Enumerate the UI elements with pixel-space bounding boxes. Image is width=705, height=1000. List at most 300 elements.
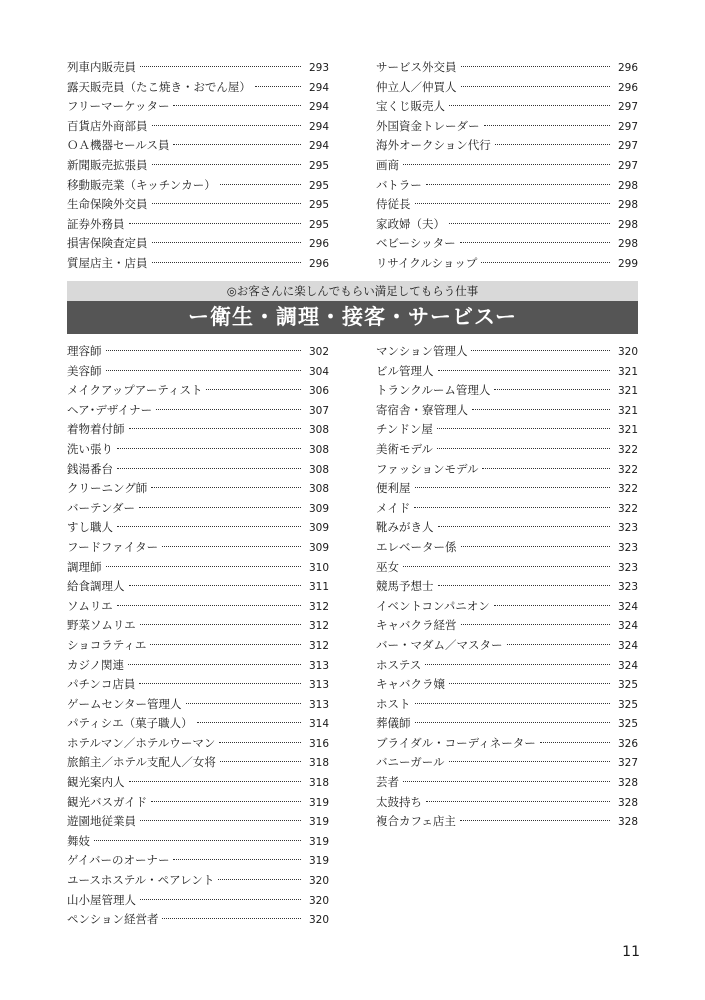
toc-entry xyxy=(376,734,638,754)
dot-leader xyxy=(139,507,301,508)
toc-entry-page: 324 xyxy=(617,620,638,633)
toc-entry xyxy=(376,215,638,235)
dot-leader xyxy=(403,781,610,782)
toc-entry xyxy=(376,656,638,676)
toc-entry xyxy=(376,58,638,78)
toc-entry-page: 312 xyxy=(308,600,329,613)
toc-entry-title: パチンコ店員 xyxy=(67,677,136,692)
toc-entry-title: バーテンダー xyxy=(67,500,135,515)
dot-leader xyxy=(128,664,301,665)
toc-entry-page: 294 xyxy=(308,101,329,114)
toc-entry-page: 296 xyxy=(617,81,638,94)
toc-entry xyxy=(67,695,329,715)
toc-entry-page: 310 xyxy=(308,561,329,574)
toc-entry-page: 325 xyxy=(617,679,638,692)
dot-leader xyxy=(129,428,302,429)
toc-entry-page: 325 xyxy=(617,698,638,711)
toc-entry-title: エレベーター係 xyxy=(376,539,457,554)
toc-entry-title: ＯＡ機器セールス員 xyxy=(67,138,170,153)
dot-leader xyxy=(106,370,302,371)
toc-entry-page: 320 xyxy=(308,894,329,907)
dot-leader xyxy=(460,242,610,243)
toc-entry-title: 洗い張り xyxy=(67,441,113,456)
toc-entry xyxy=(67,342,329,362)
toc-entry-page: 321 xyxy=(617,424,638,437)
toc-entry-title: パティシエ（菓子職人） xyxy=(67,716,193,731)
toc-entry xyxy=(67,420,329,440)
toc-entry xyxy=(67,460,329,480)
dot-leader xyxy=(206,389,301,390)
toc-entry-title: 靴みがき人 xyxy=(376,520,434,535)
toc-entry-page: 322 xyxy=(617,483,638,496)
toc-entry-title: メイクアップアーティスト xyxy=(67,383,203,398)
toc-entry xyxy=(376,636,638,656)
toc-entry-title: 複合カフェ店主 xyxy=(376,814,456,829)
dot-leader xyxy=(461,86,611,87)
dot-leader xyxy=(117,526,301,527)
toc-entry-title: 生命保険外交員 xyxy=(67,197,148,212)
toc-entry-page: 295 xyxy=(308,159,329,172)
toc-entry xyxy=(376,499,638,519)
toc-entry-page: 320 xyxy=(308,875,329,888)
toc-entry-title: トランクルーム管理人 xyxy=(376,383,491,398)
toc-column-top-left xyxy=(67,58,329,274)
toc-entry xyxy=(67,499,329,519)
toc-entry-title: 損害保険査定員 xyxy=(67,236,148,251)
dot-leader xyxy=(106,566,302,567)
toc-entry-page: 313 xyxy=(308,659,329,672)
dot-leader xyxy=(173,144,301,145)
toc-entry-title: ソムリエ xyxy=(67,598,113,613)
toc-entry-page: 318 xyxy=(308,777,329,790)
toc-entry xyxy=(376,616,638,636)
toc-entry-page: 297 xyxy=(617,140,638,153)
toc-entry-page: 296 xyxy=(617,62,638,74)
section-subtitle: ◎お客さんに楽しんでもらい満足してもらう仕事 xyxy=(67,281,638,301)
dot-leader xyxy=(186,703,301,704)
toc-entry-page: 313 xyxy=(308,698,329,711)
toc-entry-title: 証券外務員 xyxy=(67,216,125,231)
dot-leader xyxy=(426,184,610,185)
toc-column-bottom-left xyxy=(67,342,329,930)
toc-entry-title: 芸者 xyxy=(376,775,399,790)
toc-entry xyxy=(67,558,329,578)
toc-entry xyxy=(67,215,329,235)
toc-entry-page: 323 xyxy=(617,581,638,594)
toc-entry-page: 319 xyxy=(308,855,329,868)
toc-entry xyxy=(376,597,638,617)
toc-entry-page: 307 xyxy=(308,404,329,417)
dot-leader xyxy=(152,125,302,126)
toc-entry xyxy=(67,714,329,734)
dot-leader xyxy=(494,389,610,390)
toc-entry xyxy=(376,195,638,215)
toc-entry-title: 画商 xyxy=(376,157,399,172)
dot-leader xyxy=(471,350,610,351)
toc-entry-title: 調理師 xyxy=(67,559,102,574)
dot-leader xyxy=(220,761,301,762)
toc-entry xyxy=(67,440,329,460)
toc-entry-title: クリーニング師 xyxy=(67,481,148,496)
toc-entry-page: 323 xyxy=(617,541,638,554)
toc-entry xyxy=(67,675,329,695)
toc-entry-page: 321 xyxy=(617,365,638,378)
toc-column-bottom-right xyxy=(376,342,638,832)
toc-entry-title: カジノ関連 xyxy=(67,657,125,672)
toc-entry-title: 山小屋管理人 xyxy=(67,892,136,907)
dot-leader xyxy=(414,507,610,508)
toc-entry-page: 328 xyxy=(617,777,638,790)
toc-entry xyxy=(376,460,638,480)
toc-entry-title: 給食調理人 xyxy=(67,579,125,594)
toc-entry-page: 302 xyxy=(308,346,329,358)
toc-entry-page: 308 xyxy=(308,424,329,437)
toc-entry xyxy=(376,401,638,421)
toc-entry-title: 百貨店外商部員 xyxy=(67,118,148,133)
toc-entry-title: 外国資金トレーダー xyxy=(376,118,480,133)
toc-entry-page: 323 xyxy=(617,522,638,535)
toc-entry-page: 321 xyxy=(617,404,638,417)
toc-entry xyxy=(67,636,329,656)
dot-leader xyxy=(162,918,301,919)
dot-leader xyxy=(94,840,301,841)
toc-entry-title: 侍従長 xyxy=(376,197,411,212)
dot-leader xyxy=(426,801,610,802)
toc-entry-title: 競馬予想士 xyxy=(376,579,434,594)
toc-entry-page: 326 xyxy=(617,737,638,750)
page-number: 11 xyxy=(622,944,640,960)
toc-entry-page: 314 xyxy=(308,718,329,731)
toc-entry-title: ブライダル・コーディネーター xyxy=(376,735,536,750)
toc-entry xyxy=(67,195,329,215)
toc-entry-title: 遊園地従業員 xyxy=(67,814,136,829)
toc-entry-page: 327 xyxy=(617,757,638,770)
toc-entry xyxy=(376,440,638,460)
toc-entry-page: 328 xyxy=(617,816,638,829)
toc-entry-page: 309 xyxy=(308,502,329,515)
toc-entry-title: バー・マダム／マスター xyxy=(376,637,503,652)
toc-entry-page: 296 xyxy=(308,257,329,270)
toc-entry-page: 304 xyxy=(308,365,329,378)
toc-entry xyxy=(67,753,329,773)
dot-leader xyxy=(173,105,301,106)
toc-entry xyxy=(376,381,638,401)
dot-leader xyxy=(151,801,301,802)
toc-entry-title: ファッションモデル xyxy=(376,461,479,476)
toc-entry-title: 観光案内人 xyxy=(67,775,125,790)
toc-entry xyxy=(376,695,638,715)
toc-entry-title: バニーガール xyxy=(376,755,445,770)
dot-leader xyxy=(140,899,301,900)
toc-entry xyxy=(376,342,638,362)
toc-entry-title: ビル管理人 xyxy=(376,363,434,378)
toc-entry xyxy=(376,753,638,773)
dot-leader xyxy=(540,742,610,743)
toc-entry xyxy=(376,117,638,137)
toc-entry xyxy=(376,577,638,597)
toc-entry xyxy=(376,675,638,695)
toc-entry-page: 316 xyxy=(308,737,329,750)
toc-entry-title: チンドン屋 xyxy=(376,422,433,437)
dot-leader xyxy=(156,409,301,410)
toc-entry-title: 観光バスガイド xyxy=(67,794,148,809)
toc-entry-page: 319 xyxy=(308,796,329,809)
toc-entry-title: ゲームセンター管理人 xyxy=(67,696,182,711)
toc-entry xyxy=(67,156,329,176)
dot-leader xyxy=(140,624,301,625)
toc-entry xyxy=(376,558,638,578)
toc-entry-title: ベビーシッター xyxy=(376,236,456,251)
toc-entry xyxy=(67,812,329,832)
toc-entry-title: 巫女 xyxy=(376,559,399,574)
dot-leader xyxy=(152,242,302,243)
toc-entry xyxy=(376,518,638,538)
dot-leader xyxy=(438,526,611,527)
toc-entry-page: 296 xyxy=(308,238,329,251)
dot-leader xyxy=(415,203,611,204)
toc-entry-page: 309 xyxy=(308,541,329,554)
toc-entry xyxy=(376,538,638,558)
dot-leader xyxy=(494,605,610,606)
toc-entry-page: 313 xyxy=(308,679,329,692)
dot-leader xyxy=(117,468,301,469)
toc-entry-page: 324 xyxy=(617,659,638,672)
toc-entry xyxy=(67,117,329,137)
dot-leader xyxy=(140,820,301,821)
toc-entry-title: リサイクルショップ xyxy=(376,255,478,270)
toc-entry-title: サービス外交員 xyxy=(376,60,457,74)
toc-entry-page: 297 xyxy=(617,120,638,133)
toc-entry-title: 宝くじ販売人 xyxy=(376,99,445,114)
toc-entry-title: ホスト xyxy=(376,696,411,711)
dot-leader xyxy=(460,820,610,821)
dot-leader xyxy=(449,105,610,106)
dot-leader xyxy=(139,683,301,684)
toc-entry xyxy=(67,910,329,930)
toc-entry xyxy=(376,156,638,176)
toc-entry xyxy=(376,793,638,813)
toc-entry-title: ショコラティエ xyxy=(67,637,147,652)
toc-entry-title: ゲイバーのオーナー xyxy=(67,853,170,868)
toc-entry-page: 295 xyxy=(308,218,329,231)
toc-entry xyxy=(67,97,329,117)
toc-entry xyxy=(67,381,329,401)
toc-entry-page: 320 xyxy=(308,914,329,927)
toc-entry xyxy=(67,891,329,911)
dot-leader xyxy=(481,262,610,263)
toc-entry xyxy=(67,773,329,793)
toc-entry-title: 着物着付師 xyxy=(67,422,125,437)
toc-entry-page: 294 xyxy=(308,140,329,153)
toc-entry-title: キャバクラ経営 xyxy=(376,618,457,633)
dot-leader xyxy=(152,203,302,204)
toc-entry-page: 319 xyxy=(308,816,329,829)
toc-entry-page: 318 xyxy=(308,757,329,770)
dot-leader xyxy=(472,409,610,410)
toc-entry-title: ホステス xyxy=(376,657,422,672)
toc-entry-page: 306 xyxy=(308,385,329,398)
toc-entry-page: 298 xyxy=(617,199,638,212)
toc-entry xyxy=(67,597,329,617)
dot-leader xyxy=(437,448,610,449)
toc-entry-title: 家政婦（夫） xyxy=(376,216,445,231)
toc-entry-page: 312 xyxy=(308,639,329,652)
toc-entry-page: 308 xyxy=(308,483,329,496)
toc-entry-page: 322 xyxy=(617,443,638,456)
toc-entry-page: 299 xyxy=(617,257,638,270)
toc-entry-page: 312 xyxy=(308,620,329,633)
toc-entry xyxy=(67,832,329,852)
toc-entry xyxy=(67,234,329,254)
toc-entry xyxy=(376,136,638,156)
toc-entry-page: 322 xyxy=(617,463,638,476)
dot-leader xyxy=(117,605,301,606)
dot-leader xyxy=(425,664,610,665)
toc-column-top-right xyxy=(376,58,638,274)
toc-entry xyxy=(376,254,638,274)
toc-entry-title: ペンション経営者 xyxy=(67,912,159,927)
toc-entry-page: 295 xyxy=(308,179,329,192)
toc-entry-title: 質屋店主・店員 xyxy=(67,255,148,270)
toc-entry-title: ヘア･デザイナー xyxy=(67,402,153,417)
toc-entry xyxy=(67,401,329,421)
dot-leader xyxy=(173,859,301,860)
dot-leader xyxy=(495,144,610,145)
toc-entry-title: 仲立人／仲買人 xyxy=(376,79,457,94)
toc-entry-title: 野菜ソムリエ xyxy=(67,618,136,633)
toc-entry-page: 297 xyxy=(617,101,638,114)
dot-leader xyxy=(129,223,302,224)
dot-leader xyxy=(140,66,301,67)
toc-entry-page: 322 xyxy=(617,502,638,515)
toc-entry-page: 298 xyxy=(617,218,638,231)
toc-entry-title: メイド xyxy=(376,500,411,515)
dot-leader xyxy=(197,722,301,723)
dot-leader xyxy=(218,879,301,880)
dot-leader xyxy=(152,262,302,263)
dot-leader xyxy=(484,125,611,126)
toc-entry-title: 列車内販売員 xyxy=(67,60,136,74)
toc-entry-title: マンション管理人 xyxy=(376,344,468,358)
dot-leader xyxy=(219,742,301,743)
dot-leader xyxy=(415,703,611,704)
toc-entry xyxy=(376,479,638,499)
toc-entry xyxy=(376,812,638,832)
toc-entry xyxy=(376,362,638,382)
dot-leader xyxy=(151,487,301,488)
toc-entry-title: 旅館主／ホテル支配人／女将 xyxy=(67,755,216,770)
toc-entry xyxy=(67,136,329,156)
dot-leader xyxy=(449,761,610,762)
dot-leader xyxy=(482,468,610,469)
toc-entry xyxy=(67,518,329,538)
toc-entry-page: 321 xyxy=(617,385,638,398)
toc-entry-page: 324 xyxy=(617,600,638,613)
toc-entry xyxy=(67,362,329,382)
toc-entry-title: キャバクラ嬢 xyxy=(376,677,445,692)
toc-entry-title: 便利屋 xyxy=(376,481,411,496)
dot-leader xyxy=(129,781,302,782)
toc-entry-page: 295 xyxy=(308,199,329,212)
toc-entry xyxy=(376,773,638,793)
dot-leader xyxy=(106,350,302,351)
dot-leader xyxy=(438,370,611,371)
dot-leader xyxy=(220,184,301,185)
dot-leader xyxy=(117,448,301,449)
toc-entry xyxy=(376,714,638,734)
toc-entry xyxy=(67,479,329,499)
toc-entry-title: ホテルマン／ホテルウーマン xyxy=(67,735,216,750)
dot-leader xyxy=(129,585,302,586)
toc-entry xyxy=(376,420,638,440)
toc-entry-title: すし職人 xyxy=(67,520,113,535)
dot-leader xyxy=(438,585,611,586)
toc-entry-page: 293 xyxy=(308,62,329,74)
toc-entry-title: 美術モデル xyxy=(376,441,433,456)
toc-entry-page: 298 xyxy=(617,179,638,192)
toc-entry-title: 舞妓 xyxy=(67,833,90,848)
dot-leader xyxy=(415,487,611,488)
toc-entry xyxy=(67,871,329,891)
section-title: ー衛生・調理・接客・サービスー xyxy=(67,301,638,334)
toc-entry xyxy=(67,538,329,558)
toc-entry xyxy=(67,78,329,98)
dot-leader xyxy=(437,428,610,429)
toc-entry-page: 320 xyxy=(617,346,638,358)
toc-entry xyxy=(67,793,329,813)
toc-entry-title: フードファイター xyxy=(67,539,159,554)
toc-entry-page: 309 xyxy=(308,522,329,535)
toc-entry-page: 308 xyxy=(308,463,329,476)
dot-leader xyxy=(152,164,302,165)
dot-leader xyxy=(403,566,610,567)
dot-leader xyxy=(461,66,611,67)
toc-entry xyxy=(376,78,638,98)
toc-entry-page: 297 xyxy=(617,159,638,172)
toc-entry-page: 311 xyxy=(308,581,329,594)
toc-entry-page: 328 xyxy=(617,796,638,809)
toc-entry-title: 新聞販売拡張員 xyxy=(67,157,148,172)
toc-entry xyxy=(67,176,329,196)
toc-entry-page: 319 xyxy=(308,835,329,848)
dot-leader xyxy=(403,164,610,165)
dot-leader xyxy=(461,624,611,625)
toc-entry xyxy=(67,656,329,676)
toc-entry xyxy=(67,734,329,754)
toc-entry-page: 294 xyxy=(308,81,329,94)
dot-leader xyxy=(461,546,611,547)
toc-entry-title: フリーマーケッター xyxy=(67,99,170,114)
dot-leader xyxy=(415,722,611,723)
toc-entry xyxy=(67,254,329,274)
dot-leader xyxy=(162,546,301,547)
toc-entry-page: 294 xyxy=(308,120,329,133)
toc-entry-page: 325 xyxy=(617,718,638,731)
toc-entry-title: イベントコンパニオン xyxy=(376,598,490,613)
dot-leader xyxy=(150,644,301,645)
toc-entry-title: 移動販売業（キッチンカー） xyxy=(67,177,216,192)
toc-entry-title: 美容師 xyxy=(67,363,102,378)
toc-entry-title: 理容師 xyxy=(67,344,102,358)
toc-entry xyxy=(376,97,638,117)
toc-entry-page: 324 xyxy=(617,639,638,652)
toc-entry-title: 太鼓持ち xyxy=(376,794,422,809)
toc-entry-title: バトラー xyxy=(376,177,422,192)
toc-entry-title: 葬儀師 xyxy=(376,716,411,731)
toc-entry-title: 海外オークション代行 xyxy=(376,138,491,153)
toc-entry xyxy=(67,851,329,871)
dot-leader xyxy=(449,223,610,224)
